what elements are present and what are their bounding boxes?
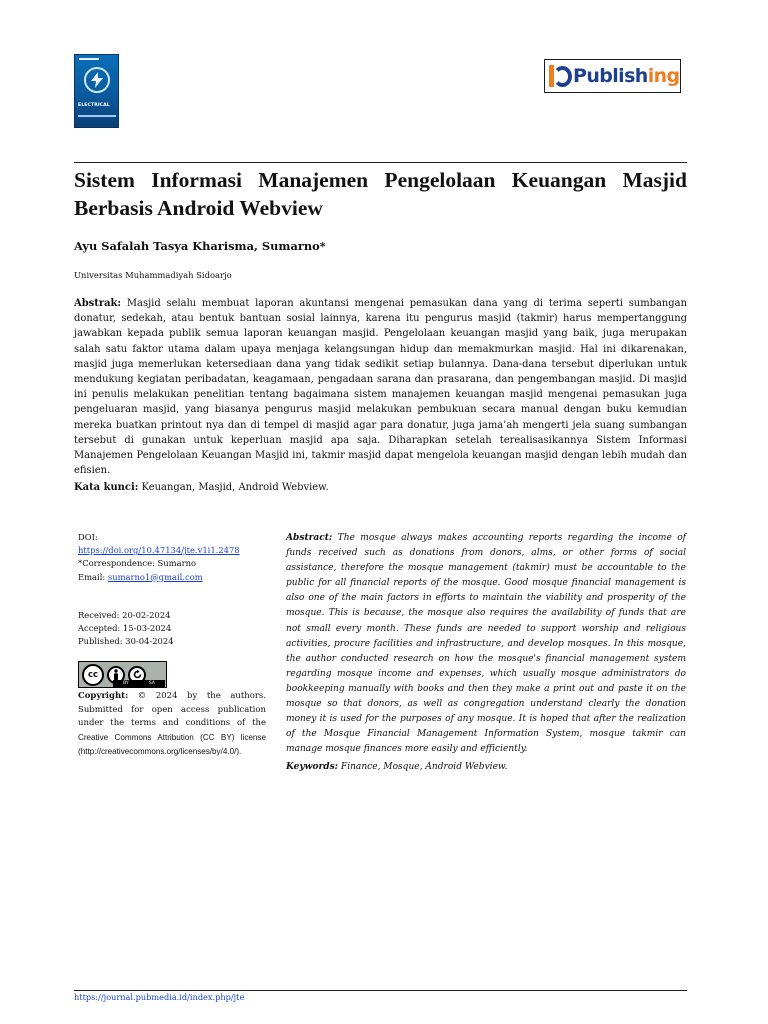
copyright-label: Copyright: (78, 691, 129, 701)
abstrak-paragraph (74, 296, 687, 478)
publisher-logo-mark-icon (548, 63, 572, 89)
kata-kunci-text: Keuangan, Masjid, Android Webview. (141, 482, 329, 493)
accepted-date: Accepted: 15-03-2024 (78, 623, 172, 634)
cc-badge-label: BY SA (113, 680, 165, 687)
email-link[interactable]: sumarno1@gmail.com (107, 571, 203, 582)
lightning-icon (84, 67, 110, 93)
cc-icon: cc (82, 664, 104, 686)
abstract-label: Abstract: (286, 533, 333, 543)
abstract-text: The mosque always makes accounting reports regarding the income of funds received such as donations from donors, alms, or other forms of social assistance, therefore the mosque management (takmir) must be accountable to the public for all financial reports of the mosque. Good mosque financial management is also one of the main factors in efforts to maintain the viability and prosperity of the mosque. This is because, the mosque also requires the availability of funds that are not small every month. These funds are needed to support worship and religious activities, procure facilities and infrastructure, and develop mosques. In this mosque, the author conducted research on how the mosque's financial management system regarding mosque income and expenses, which usually mosque administrators do bookkeeping manually with books and then they make a print out and paste it on the mosque so that donors, as well as congregation understand clearly the donation money it is used for the purposes of any mosque. It is hoped that after the realization of the Mosque Financial Management Information System, mosque takmir can manage mosque finances more easily and efficiently. (286, 533, 686, 755)
keywords-label: Keywords: (286, 762, 339, 772)
cover-strip (79, 58, 99, 60)
abstract-paragraph (286, 531, 686, 757)
footer-divider (74, 990, 687, 991)
email-label: Email: (78, 571, 106, 582)
header-divider (74, 162, 687, 163)
affiliation: Universitas Muhammadiyah Sidoarjo (74, 270, 232, 280)
copyright-notice (78, 690, 266, 760)
copyright-text: © 2024 by the authors. Submitted for open access publication under the terms and conditions of the (78, 691, 266, 729)
journal-url-link[interactable]: https://journal.pubmedia.id/index.php/jte (74, 992, 245, 1002)
cc-by-sa-badge (78, 661, 167, 688)
kata-kunci (74, 482, 687, 493)
email-line (78, 571, 268, 584)
article-metadata (78, 531, 268, 584)
article-title: Sistem Informasi Manajemen Pengelolaan Keuangan Masjid Berbasis Android Webview (74, 168, 687, 220)
correspondence: *Correspondence: Sumarno (78, 558, 197, 569)
cover-subtitle-bar (78, 115, 116, 117)
article-dates (78, 609, 268, 649)
abstrak-text: Masjid selalu membuat laporan akuntansi mengenai pemasukan dana yang di terima seperti sumbangan donatur, sedekah, atau bentuk bantuan sosial lainnya, karena itu pengurus masjid (takmir) harus mempertanggung jawabkan kepada publik semua laporan keuangan masjid. Pengelolaan keuangan masjid yang baik, juga merupakan salah satu faktor utama dalam upaya menjaga kelangsungan hidup dan memakmurkan masjid. Hal ini dikarenakan, masjid juga memerlukan ketersediaan dana yang tidak sedikit setiap bulannya. Dana-dana tersebut diperlukan untuk mendukung kegiatan peribadatan, keagamaan, pengadaan sarana dan prasarana, dan pengembangan masjid. Di masjid ini penulis melakukan penelitian tentang bagaimana sistem manajemen keuangan masjid mengenai pemasukan juga pengeluaran masjid, yang biasanya pengurus masjid melakukan pembukuan secara manual dengan buku kemudian mereka buatkan printout nya dan di tempel di masjid agar para donatur, juga jama’ah mengerti jela suang sumbangan tersebut di gunakan untuk keperluan masjid apa saja. Diharapkan setelah terealisasikannya Sistem Informasi Manajemen Pengelolaan Keuangan Masjid ini, takmir masjid dapat mengelola keuangan masjid dengan lebih mudah dan efisien. (74, 298, 687, 477)
cover-title: ELECTRICAL (78, 103, 110, 108)
license-name: Creative Commons Attribution (CC BY) license (78, 732, 266, 742)
license-url: (http://creativecommons.org/licenses/by/4.0/). (78, 747, 242, 757)
doi-link[interactable]: https://doi.org/10.47134/jte.v1i1.2478 (78, 545, 240, 556)
doi-label: DOI: (78, 532, 98, 542)
abstrak-label: Abstrak: (74, 298, 122, 309)
kata-kunci-label: Kata kunci: (74, 482, 139, 493)
received-date: Received: 20-02-2024 (78, 610, 171, 620)
publisher-logo (544, 59, 681, 93)
published-date: Published: 30-04-2024 (78, 636, 174, 647)
keywords-text: Finance, Mosque, Android Webview. (340, 762, 508, 772)
publisher-logo-text: Publishing (573, 65, 680, 87)
journal-cover-thumbnail (74, 54, 119, 128)
keywords (286, 762, 686, 772)
authors: Ayu Safalah Tasya Kharisma, Sumarno* (74, 239, 326, 253)
